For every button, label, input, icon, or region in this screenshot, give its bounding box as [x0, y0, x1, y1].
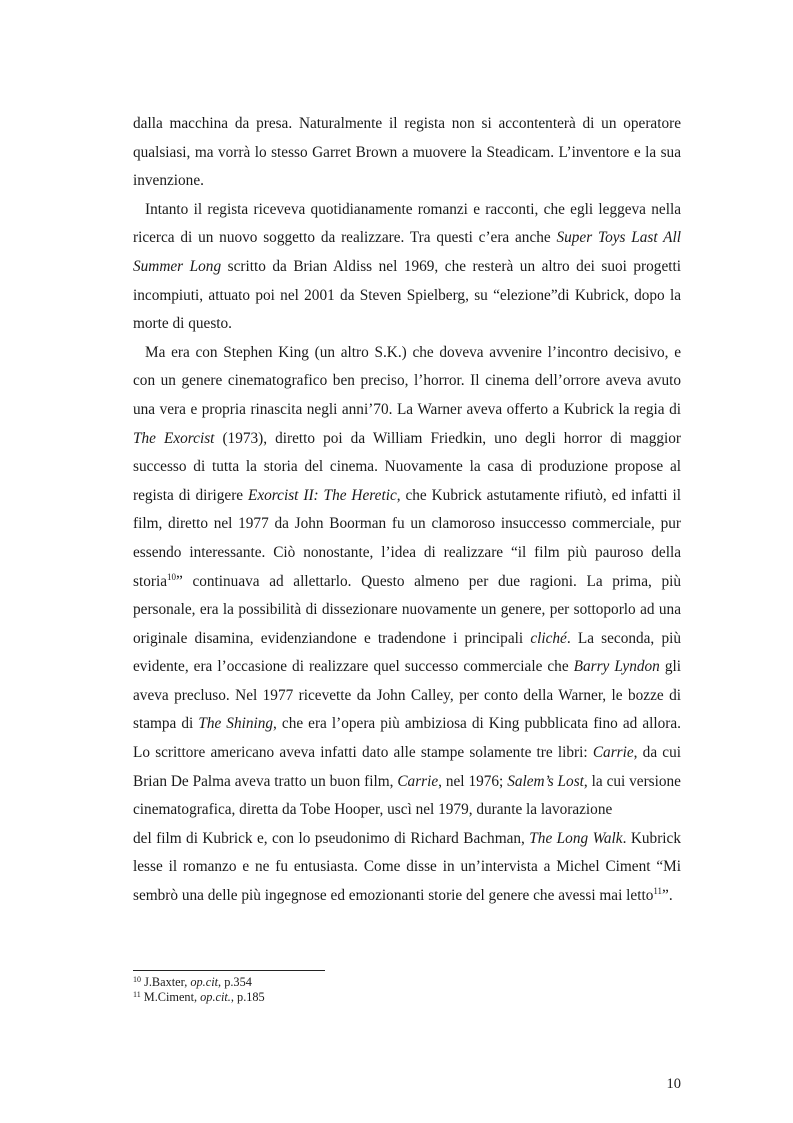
footnote-divider — [133, 970, 325, 971]
footnote-ref: 11 — [653, 886, 663, 897]
page-number: 10 — [666, 1076, 681, 1092]
book-title: The Long Walk — [529, 829, 623, 847]
film-title: Carrie — [397, 772, 439, 790]
paragraph-super-toys: Intanto il regista riceveva quotidianamente romanzi e racconti, che egli leggeva nella ricerca di un nuovo soggetto da realizzare. Tra questi c’era anche Super Toys Last All Summer Long scritto da Brian Aldiss nel 1969, che resterà un altro dei suoi progetti incompiuti, attuato poi nel 2001 da Steven Spielberg, su “elezione”di Kubrick, dopo la morte di questo. — [133, 200, 681, 333]
paragraph-continuation: dalla macchina da presa. Naturalmente il regista non si accontenterà di un operatore qualsiasi, ma vorrà lo stesso Garret Brown a muovere la Steadicam. L’inventore e la sua invenzione. — [133, 115, 681, 190]
film-title: Exorcist II: The Heretic — [248, 486, 397, 504]
book-title: Carrie — [592, 744, 634, 762]
footnotes — [133, 970, 681, 1004]
film-title: Barry Lyndon — [573, 658, 660, 676]
paragraph-stephen-king: Ma era con Stephen King (un altro S.K.) che doveva avvenire l’incontro decisivo, e con un genere cinematografico ben preciso, l’horror. Il cinema dell’orrore aveva avuto una vera e propria rinascita negli anni’70. La Warner aveva offerto a Kubrick la regia di The Exorcist (1973), diretto poi da William Friedkin, uno degli horror di maggior successo di tutta la storia del cinema. Nuovamente la casa di produzione propose al regista di dirigere Exorcist II: The Heretic, che Kubrick astutamente rifiutò, ed infatti il film, diretto nel 1977 da John Boorman fu un clamoroso insuccesso commerciale, pur essendo interessante. Ciò nonostante, l’idea di realizzare “il film più pauroso della storia$^{10}$” continuava ad allettarlo. Questo almeno per due ragioni. La prima, più personale, era la possibilità di dissezionare nuovamente un genere, per sottoporlo ad una originale disamina, evidenziandone e tradendone i principali cliché. La seconda, più evidente, era l’occasione di realizzare quel successo commerciale che Barry Lyndon gli aveva precluso. Nel 1977 ricevette da John Calley, per conto della Warner, le bozze di stampa di The Shining, che era l’opera più ambiziosa di King pubblicata fino ad allora. Lo scrittore americano aveva infatti dato alle stampe solamente tre libri: Carrie, da cui Brian De Palma aveva tratto un buon film, Carrie, nel 1976; Salem’s Lost, la cui versione cinematografica, diretta da Tobe Hooper, uscì nel 1979, durante la lavorazione — [133, 343, 681, 819]
page-body — [133, 110, 681, 911]
footnote-ref: 10 — [167, 571, 176, 582]
film-title: The Exorcist — [133, 429, 215, 447]
book-title: The Shining — [198, 715, 274, 733]
footnote: $^{10}$ J.Baxter, op.cit, p.354 — [133, 975, 252, 989]
italic-term: cliché — [530, 629, 567, 647]
paragraph-long-walk: del film di Kubrick e, con lo pseudonimo di Richard Bachman, The Long Walk. Kubrick lesse il romanzo e ne fu entusiasta. Come disse in un’intervista a Michel Ciment “Mi sembrò una delle più ingegnose ed emozionanti storie del genere che avessi mai letto$^{11}$”. — [133, 829, 681, 905]
footnote-number: 10 — [133, 975, 141, 984]
footnote: $^{11}$ M.Ciment, op.cit., p.185 — [133, 989, 265, 1004]
book-title: Super Toys Last All Summer Long — [133, 229, 681, 275]
footnote-number: 11 — [133, 989, 141, 999]
book-title: Salem’s Lost — [507, 772, 584, 790]
